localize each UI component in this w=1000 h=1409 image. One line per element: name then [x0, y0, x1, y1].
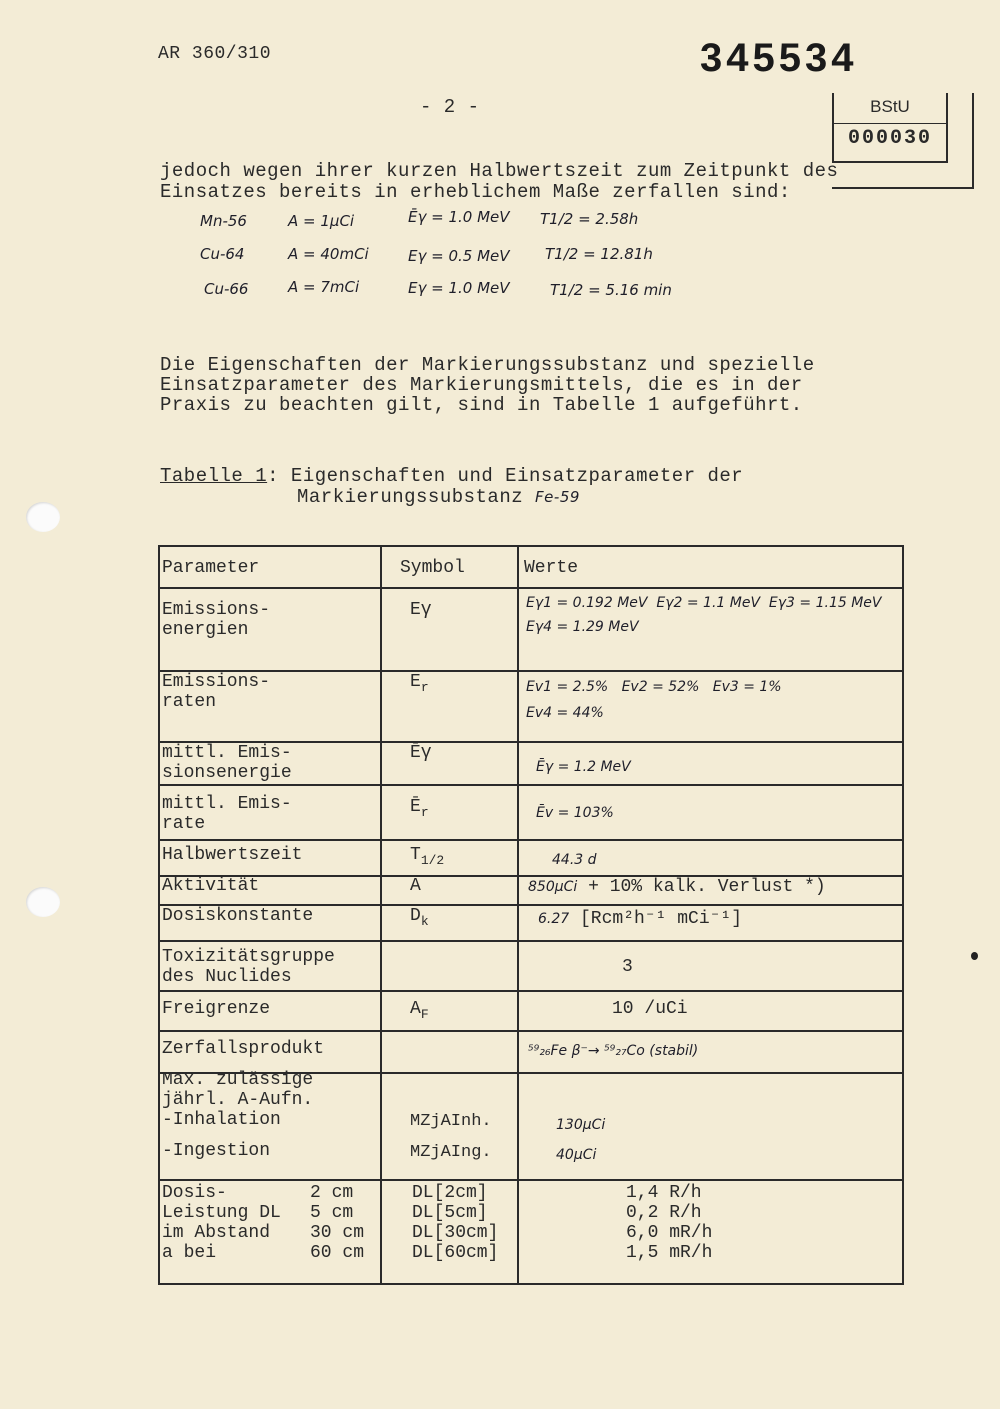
dose-value: 1,5 mR/h — [626, 1243, 713, 1263]
isotope-energy: Eγ = 1.0 MeV — [408, 279, 510, 297]
value-handwritten: Ēγ = 1.2 MeV — [536, 759, 631, 775]
symbol: Eγ — [410, 600, 432, 620]
value-handwritten: ⁵⁹₂₆Fe β⁻→ ⁵⁹₂₇Co (stabil) — [528, 1043, 699, 1059]
value-handwritten: 44.3 d — [552, 852, 597, 868]
archive-stamp — [832, 93, 974, 189]
intro-line: jedoch wegen ihrer kurzen Halbwertszeit zum Zeitpunkt des — [160, 160, 839, 182]
paragraph-line: Die Eigenschaften der Markierungssubstanz und spezielle — [160, 354, 815, 376]
param-label: sionsenergie — [162, 763, 292, 783]
value-handwritten: Eγ1 = 0.192 MeV Eγ2 = 1.1 MeV Eγ3 = 1.15 MeV — [526, 595, 882, 611]
param-label: -Inhalation — [162, 1110, 281, 1130]
dose-distance: 5 cm — [310, 1203, 354, 1223]
param-label: jährl. A-Aufn. — [162, 1090, 314, 1110]
paragraph-line: Einsatzparameter des Markierungsmittels, die es in der — [160, 374, 803, 396]
param-label: energien — [162, 620, 249, 640]
value: 6.27 [Rcm²h⁻¹ mCi⁻¹] — [538, 909, 743, 929]
document-reference: AR 360/310 — [158, 44, 272, 64]
param-label: Leistung DL — [162, 1203, 281, 1223]
isotope-energy: Ēγ = 1.0 MeV — [408, 208, 510, 226]
stamp-org: BStU — [834, 93, 946, 124]
isotope-energy: Eγ = 0.5 MeV — [408, 247, 510, 265]
value-handwritten: Ev4 = 44% — [526, 705, 604, 721]
param-label: Dosiskonstante — [162, 906, 314, 926]
isotope-halflife: T1/2 = 2.58h — [540, 210, 639, 228]
isotope-halflife: T1/2 = 12.81h — [545, 245, 653, 263]
header-symbol: Symbol — [400, 558, 465, 578]
param-label: Emissions- — [162, 600, 271, 620]
isotope-activity: A = 1µCi — [288, 212, 355, 230]
table-row-rule — [160, 1030, 902, 1032]
value-handwritten: Ēv = 103% — [536, 805, 614, 821]
dose-symbol: DL[60cm] — [412, 1243, 499, 1263]
intro-line: Einsatzes bereits in erheblichem Maße zerfallen sind: — [160, 181, 791, 203]
table-row-rule — [160, 1179, 902, 1181]
dose-symbol: DL[2cm] — [412, 1183, 488, 1203]
param-label: mittl. Emis- — [162, 743, 292, 763]
isotope-name: Cu-66 — [204, 280, 249, 298]
caption-label: Tabelle 1 — [160, 465, 268, 487]
stamp-number: 000030 — [847, 127, 932, 150]
isotope-name: Mn-56 — [200, 212, 247, 230]
table-row-rule — [160, 587, 902, 589]
param-label: mittl. Emis- — [162, 794, 292, 814]
dose-distance: 2 cm — [310, 1183, 354, 1203]
param-label: Freigrenze — [162, 999, 271, 1019]
symbol: MZjAIng. — [410, 1143, 492, 1162]
symbol: $D_k$ — [410, 906, 429, 929]
param-label: a bei — [162, 1243, 217, 1263]
table-row-rule — [160, 940, 902, 942]
value: 10 /uCi — [612, 999, 688, 1019]
symbol: $Ē_r$ — [410, 797, 429, 820]
ink-dot — [971, 952, 978, 960]
param-label: im Abstand — [162, 1223, 271, 1243]
dose-symbol: DL[30cm] — [412, 1223, 499, 1243]
param-label: Zerfallsprodukt — [162, 1039, 325, 1059]
dose-value: 6,0 mR/h — [626, 1223, 713, 1243]
value: 850µCi + 10% kalk. Verlust *) — [528, 877, 826, 897]
param-label: -Ingestion — [162, 1141, 271, 1161]
param-label: des Nuclides — [162, 967, 292, 987]
dose-value: 0,2 R/h — [626, 1203, 702, 1223]
symbol: $T_{1/2}$ — [410, 845, 445, 868]
dose-distance: 60 cm — [310, 1243, 365, 1263]
isotope-halflife: T1/2 = 5.16 min — [550, 281, 672, 299]
symbol: Ēγ — [410, 743, 432, 763]
isotope-activity: A = 40mCi — [288, 245, 369, 263]
symbol: $A_F$ — [410, 999, 429, 1022]
isotope-name: Cu-64 — [200, 245, 245, 263]
header-values: Werte — [524, 558, 579, 578]
punch-hole — [26, 887, 60, 917]
caption-substance: Fe-59 — [535, 488, 580, 506]
table-col-rule — [517, 547, 519, 1283]
table-row-rule — [160, 990, 902, 992]
archive-number: 345534 — [700, 36, 858, 80]
table-col-rule — [380, 547, 382, 1283]
value: 3 — [622, 957, 633, 977]
paragraph-line: Praxis zu beachten gilt, sind in Tabelle 1 aufgeführt. — [160, 394, 803, 416]
value-handwritten: Ev1 = 2.5% Ev2 = 52% Ev3 = 1% — [526, 679, 782, 695]
param-label: raten — [162, 692, 217, 712]
dose-symbol: DL[5cm] — [412, 1203, 488, 1223]
param-label: Emissions- — [162, 672, 271, 692]
punch-hole — [26, 502, 60, 532]
table-row-rule — [160, 839, 902, 841]
symbol: $E_r$ — [410, 672, 429, 695]
value-handwritten: 130µCi — [556, 1117, 606, 1133]
value-handwritten: Eγ4 = 1.29 MeV — [526, 619, 639, 635]
param-label: Halbwertszeit — [162, 845, 303, 865]
header-parameter: Parameter — [162, 558, 260, 578]
page-number: - 2 - — [420, 96, 480, 118]
table-caption — [160, 465, 743, 487]
param-label: Toxizitätsgruppe — [162, 947, 335, 967]
param-label: Aktivität — [162, 876, 260, 896]
dose-distance: 30 cm — [310, 1223, 365, 1243]
properties-table — [158, 545, 904, 1285]
dose-value: 1,4 R/h — [626, 1183, 702, 1203]
value-handwritten: 40µCi — [556, 1147, 597, 1163]
symbol: A — [410, 876, 421, 896]
caption-line2: Markierungssubstanz Fe-59 — [297, 486, 580, 508]
caption-title: : Eigenschaften und Einsatzparameter der — [267, 465, 744, 487]
isotope-activity: A = 7mCi — [288, 278, 360, 296]
param-label: rate — [162, 814, 206, 834]
param-label: Max. zulässige — [162, 1070, 314, 1090]
table-row-rule — [160, 670, 902, 672]
param-label: Dosis- — [162, 1183, 227, 1203]
symbol: MZjAInh. — [410, 1112, 492, 1131]
table-row-rule — [160, 784, 902, 786]
